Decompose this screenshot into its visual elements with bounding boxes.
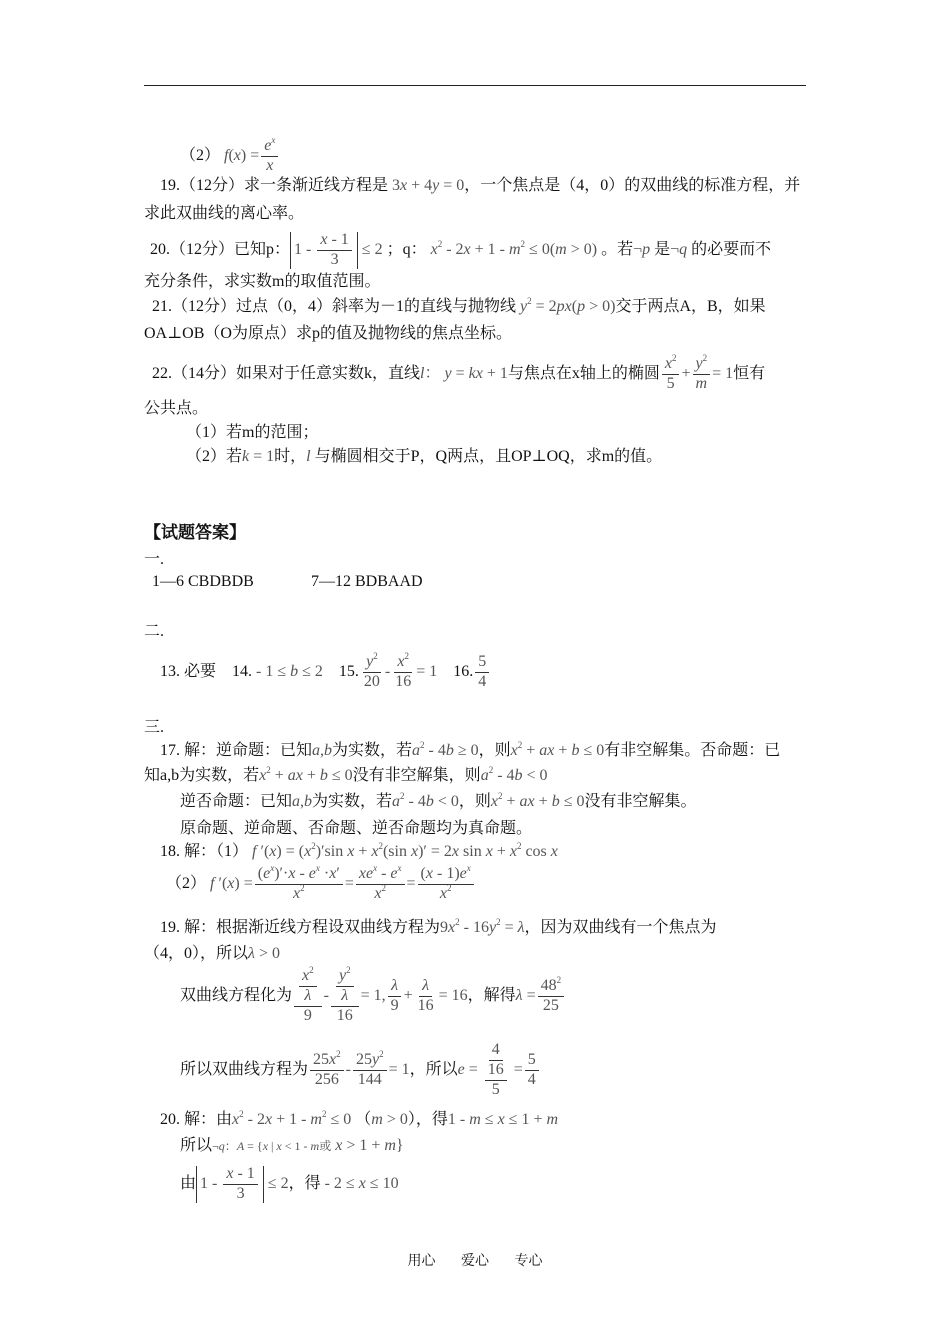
text: （2） bbox=[180, 146, 221, 164]
text: （2） bbox=[166, 874, 207, 892]
s19-line2: （4，0），所以λ > 0 bbox=[144, 945, 280, 962]
text: 20.（12分）已知p： bbox=[150, 240, 291, 258]
text: 时， bbox=[274, 448, 307, 465]
text: 二. bbox=[144, 623, 165, 640]
answers-choice-2 bbox=[311, 572, 423, 592]
q21-line1: 21.（12分）过点（0，4）斜率为－1的直线与抛物线 $y^2 = 2px(p > 0)$交于两点A，B，如果 bbox=[152, 296, 766, 315]
text: 为实数，若 bbox=[312, 793, 393, 810]
text: 原命题、逆命题、否命题、逆否命题均为真命题。 bbox=[180, 820, 533, 837]
text: 7—12 BDBAAD bbox=[311, 573, 423, 590]
text: （ bbox=[355, 1111, 372, 1128]
text: 1—6 CBDBDB bbox=[152, 573, 254, 590]
text: 求此双曲线的离心率。 bbox=[144, 205, 305, 222]
page-footer: 用心 爱心 专心 bbox=[407, 1254, 543, 1269]
text: （1）若m的范围； bbox=[186, 424, 319, 441]
text: 。若 bbox=[601, 240, 634, 258]
text: 20. 解：由 bbox=[160, 1111, 233, 1128]
answers-choice-1 bbox=[152, 572, 254, 592]
q20-line2 bbox=[144, 272, 380, 292]
text: 为实数，若 bbox=[332, 742, 413, 759]
text: OA⊥OB（O为原点）求p的值及抛物线的焦点坐标。 bbox=[144, 325, 512, 342]
text: 由 bbox=[180, 1174, 197, 1192]
section-2 bbox=[144, 622, 164, 642]
text: （2）若 bbox=[186, 448, 243, 465]
text: ；q： bbox=[386, 240, 427, 258]
text: 三. bbox=[144, 719, 165, 736]
header-rule bbox=[144, 85, 806, 86]
text: 21.（12分）过点（0，4）斜率为－1的直线与抛物线 bbox=[152, 298, 517, 315]
text: 19. 解：根据渐近线方程设双曲线方程为 bbox=[160, 919, 441, 936]
text: 15. bbox=[338, 662, 359, 680]
text: 【试题答案】 bbox=[144, 523, 246, 542]
text: （4，0），所以 bbox=[144, 945, 249, 962]
s17-line3: 逆否命题：已知a,b为实数，若$a^2 - 4b < 0$，则$x^2$ + ax + b ≤ 0没有非空解集。 bbox=[180, 791, 697, 810]
s20-line2: 所以¬q：A = {x | x < 1 - m或 x > 1 + m} bbox=[180, 1137, 404, 1154]
text: 所以双曲线方程为 bbox=[180, 1060, 309, 1078]
s19-line1: 19. 解：根据渐近线方程设双曲线方程为$9x^2 - 16y^2 = \lambda$，因为双曲线有一个焦点为 bbox=[160, 917, 717, 936]
q20-line1: 20.（12分）已知p： 1 - $\frac{x - 1}{3}$ ≤ 2 ；q： $x^2 - 2x + 1 - m^2 \le 0(m > 0)$ 。若¬p 是¬q 的必要而不 bbox=[150, 231, 772, 268]
text: 22.（14分）如果对于任意实数k，直线 bbox=[152, 364, 421, 382]
text: ，解得 bbox=[467, 986, 516, 1004]
s17-line2: 知a,b为实数，若$x^2$ + ax + b ≤ 0没有非空解集，则$a^2 - 4b < 0$ bbox=[144, 765, 548, 784]
s19-line4: 所以双曲线方程为 $\frac{25x^2}{256}$ - $\frac{25y^2}{144}$ = 1，所以e = $\frac{4}{\frac{16}{5}}$ = $\frac{5}{4}$ bbox=[180, 1042, 541, 1098]
s19-line3: 双曲线方程化为 $\frac{\frac{x^2}{\lambda}}{9}$ - $\frac{\frac{y^2}{\lambda}}{16}$ = 1, $\frac{\lambda}{9}$ + $\frac{\lambda}{16}$ = 16，解得λ = $\frac{48^2}{25}$ bbox=[180, 968, 566, 1024]
text: 恒有 bbox=[733, 364, 766, 382]
q19-line2 bbox=[144, 204, 304, 224]
text: ，则 bbox=[478, 742, 511, 759]
q19-line1: 19.（12分）求一条渐近线方程是 3x + 4y = 0，一个焦点是（4，0）的双曲线的标准方程，并 bbox=[160, 177, 801, 194]
text: 公共点。 bbox=[144, 400, 209, 417]
answers-fill: 13. 必要 14. - 1 ≤ b ≤ 2 15. $\frac{y^2}{20}$ - $\frac{x^2}{16}$ = 1 16. $\frac{5}{4}$ bbox=[160, 654, 491, 691]
text: 17. 解：逆命题：已知 bbox=[160, 742, 313, 759]
text: 与椭圆相交于P，Q两点，且OP⊥OQ，求m的值。 bbox=[314, 448, 663, 465]
s20-line3: 由 1 - $\frac{x - 1}{3}$ ≤ 2，得 - 2 ≤ x ≤ 10 bbox=[180, 1165, 399, 1202]
s20-line1: 20. 解：由$x^2 - 2x + 1 - m^2 \le 0$ （m > 0），得1 - m ≤ x ≤ 1 + m bbox=[160, 1109, 559, 1128]
s18-line1: 18. 解：（1） f $'(x) = (x^2)'\sin$ $x + x^2(\sin$ x)′ = 2x $\sin x + x^2$ cos x bbox=[160, 841, 558, 860]
q21-line2 bbox=[144, 324, 512, 344]
s17-line4 bbox=[180, 819, 532, 839]
text: 双曲线方程化为 bbox=[180, 986, 293, 1004]
text: 逆否命题：已知 bbox=[180, 793, 293, 810]
text: ，则 bbox=[458, 793, 491, 810]
text: 18. 解：（1） bbox=[160, 843, 249, 860]
text: ，一个焦点是（4，0）的双曲线的标准方程，并 bbox=[464, 177, 801, 194]
text: 没有非空解集。 bbox=[584, 793, 697, 810]
text: 知a,b为实数，若 bbox=[144, 767, 260, 784]
text: 19.（12分）求一条渐近线方程是 bbox=[160, 177, 389, 194]
s17-line1: 17. 解：逆命题：已知a,b为实数，若$a^2 - 4b \ge 0$，则$x^2$ + ax + b ≤ 0有非空解集。否命题：已 bbox=[160, 740, 781, 759]
answers-heading bbox=[144, 523, 246, 543]
text: 充分条件，求实数m的取值范围。 bbox=[144, 273, 381, 290]
text: 16. bbox=[453, 662, 474, 680]
text: 交于两点A，B，如果 bbox=[615, 298, 766, 315]
section-3 bbox=[144, 718, 164, 738]
text: 13. 必要 bbox=[160, 662, 217, 680]
text: ，所以 bbox=[409, 1060, 458, 1078]
q22-part2: （2）若k = 1时，l 与椭圆相交于P，Q两点，且OP⊥OQ，求m的值。 bbox=[186, 448, 663, 465]
q22-line1: 22.（14分）如果对于任意实数k，直线l： y = kx + 1与焦点在x轴上的椭圆 $\frac{x^2}{5}$ + $\frac{y^2}{m}$ = 1恒有 bbox=[152, 353, 766, 392]
text: 14. bbox=[232, 662, 253, 680]
text: 的必要而不 bbox=[691, 240, 772, 258]
q18-part2: （2） f(x) = $\frac{e^x}{x}$ bbox=[180, 138, 280, 175]
text: 一. bbox=[144, 551, 165, 568]
text: 所以 bbox=[180, 1137, 213, 1154]
text: 是 bbox=[654, 240, 671, 258]
section-1 bbox=[144, 550, 164, 570]
text: 有非空解集。否命题：已 bbox=[604, 742, 781, 759]
text: ，因为双曲线有一个焦点为 bbox=[524, 919, 717, 936]
s18-line2: （2） f ′(x) = $\frac{(e^x)'\cdot x - e^x \cdot x'}{x^2}$ = $\frac{xe^x - e^x}{x^2}$ = $\frac{(x - 1)e^x}{x^2}$ bbox=[166, 866, 476, 903]
q22-part1 bbox=[186, 423, 318, 443]
q22-line2 bbox=[144, 399, 208, 419]
text: ），得 bbox=[407, 1111, 448, 1128]
text: 没有非空解集，则 bbox=[352, 767, 481, 784]
text: ，得 bbox=[288, 1174, 321, 1192]
text: 与焦点在x轴上的椭圆 bbox=[507, 364, 660, 382]
